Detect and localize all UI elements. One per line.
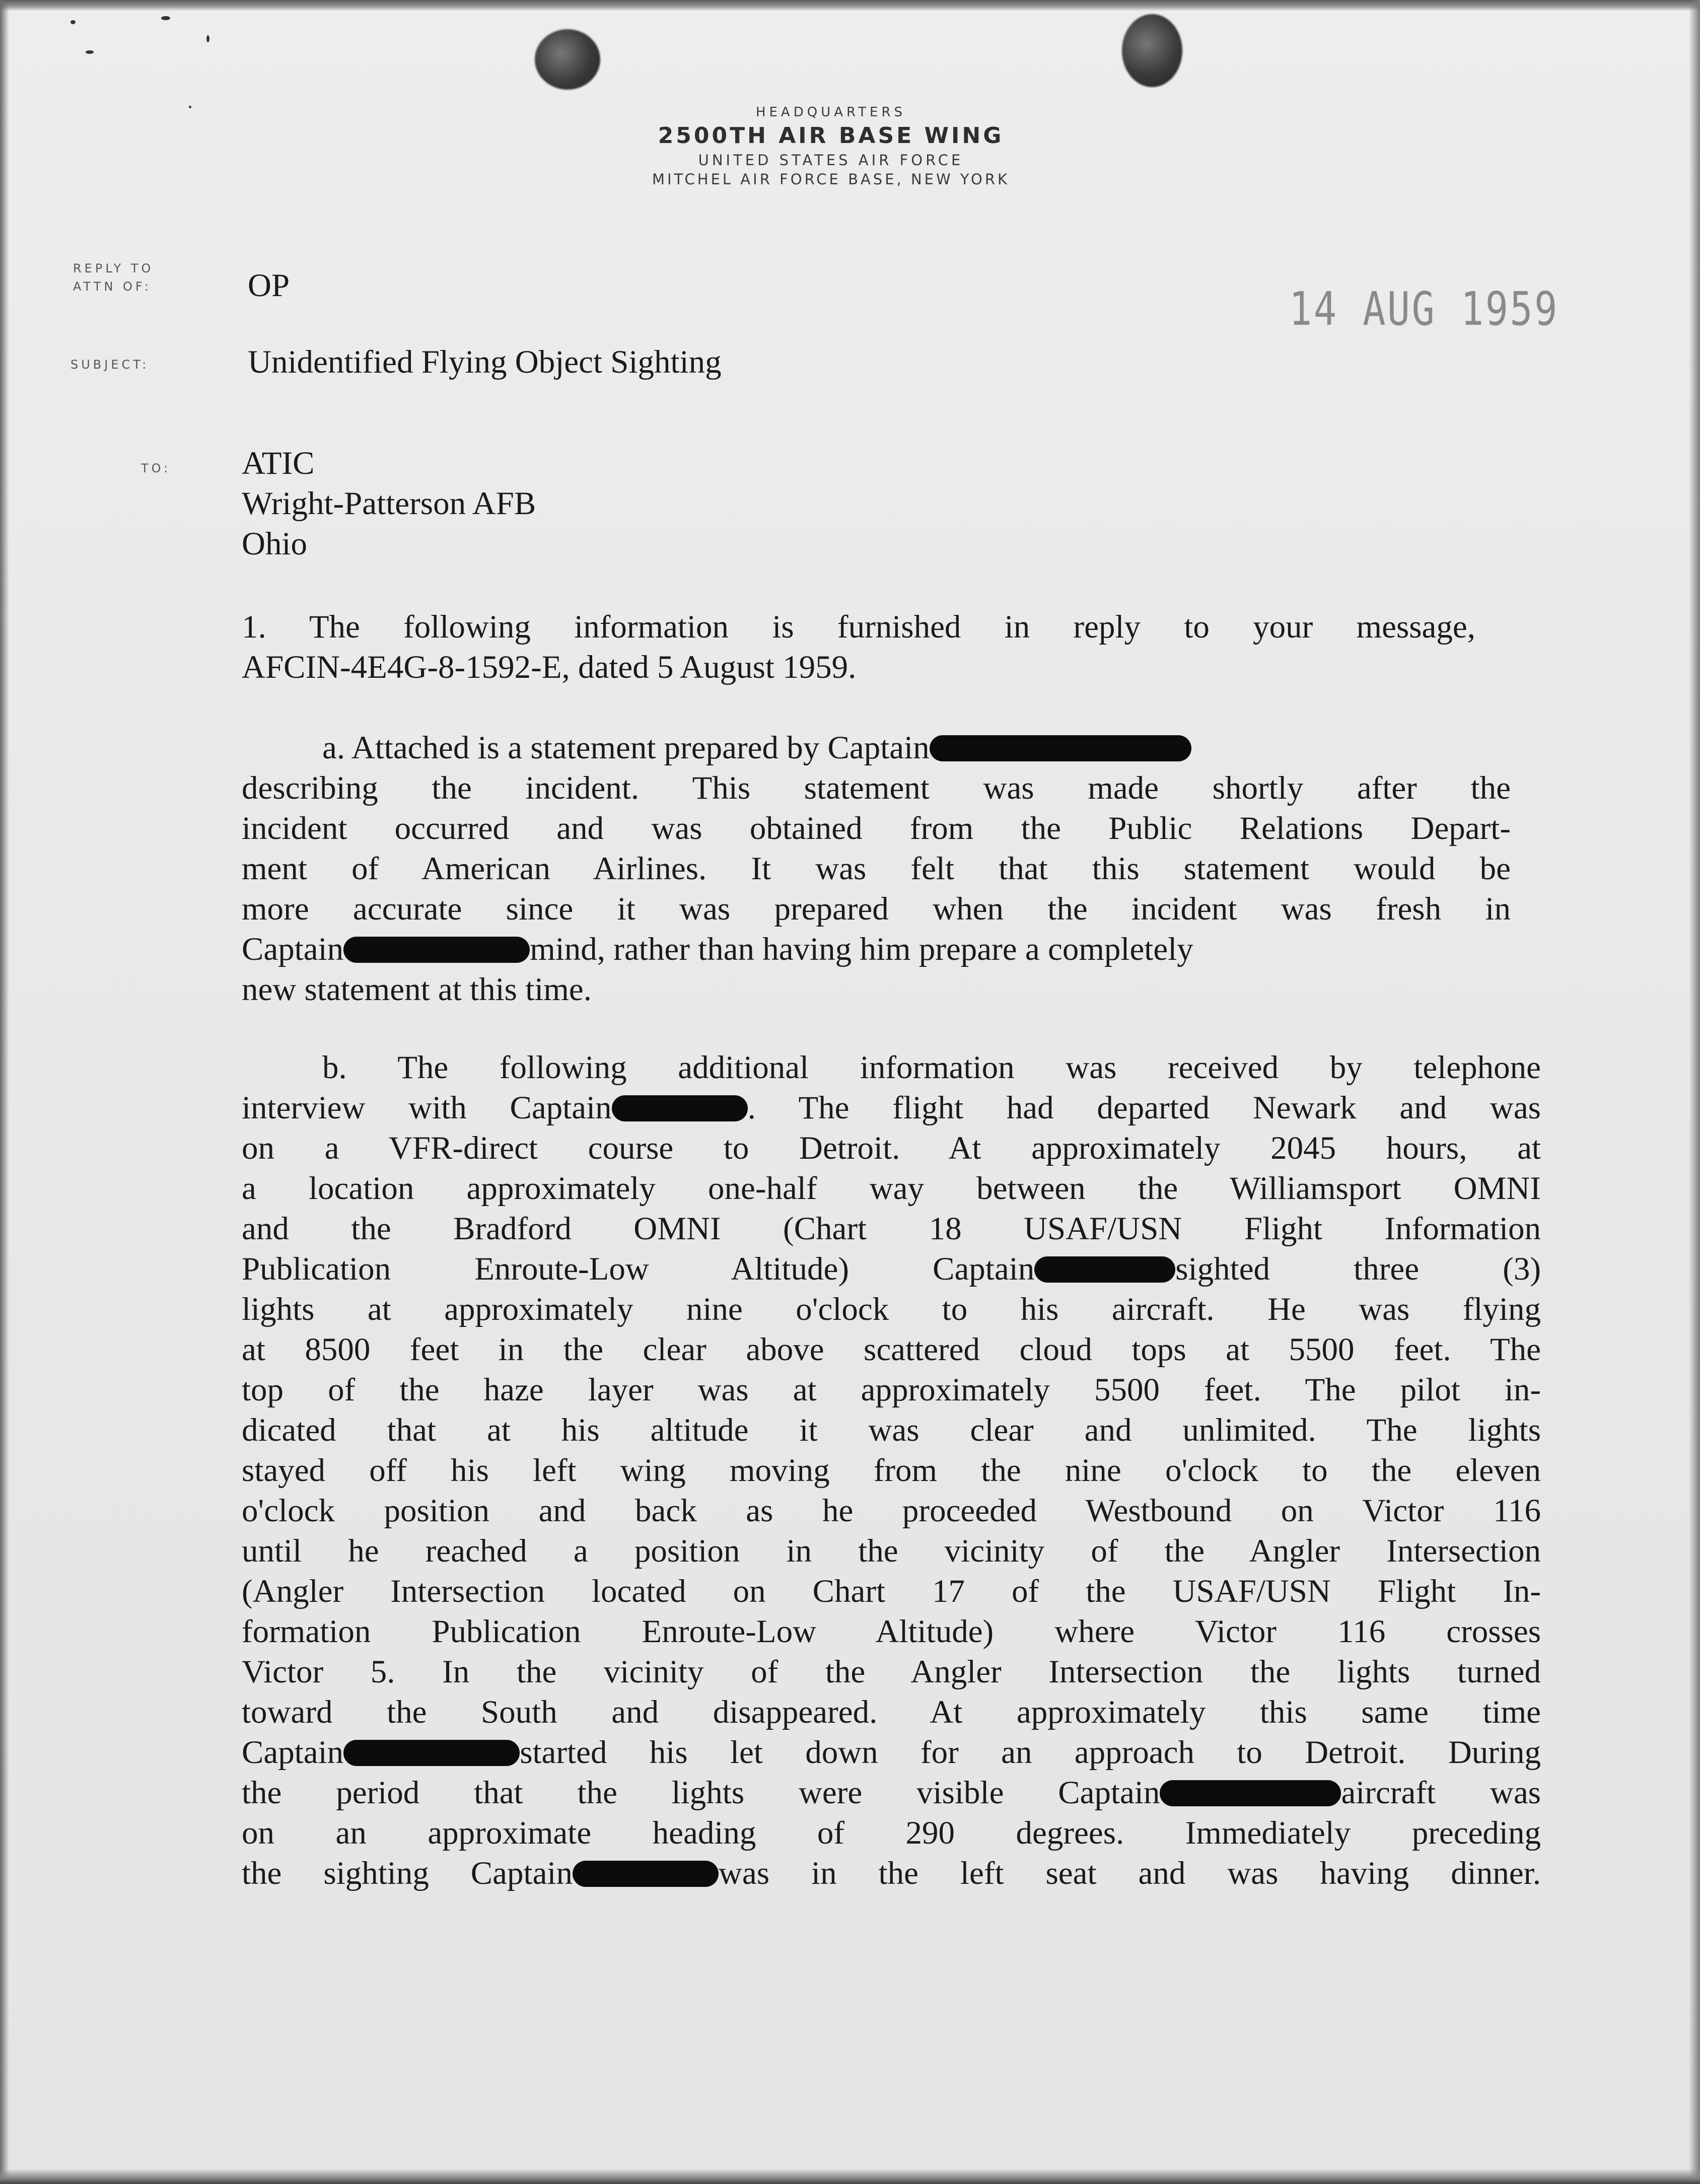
redaction-mark [573,1861,719,1887]
addressee-line: Wright-Patterson AFB [242,485,536,522]
scan-speck [161,16,170,20]
scan-speck [70,20,76,24]
letterhead [579,103,1083,189]
paragraph-a-text: a. Attached is a statement prepared by Captain [322,730,930,766]
paragraph-a-line: new statement at this time. [242,971,592,1008]
paragraph-b-text: . The flight had departed Newark and was [747,1090,1541,1126]
paragraph-b-line: on an approximate heading of 290 degrees. Immediately preceding [242,1815,1541,1851]
paragraph-b-line: (Angler Intersection located on Chart 17 of the USAF/USN Flight In- [242,1573,1541,1609]
paragraph-b-text: Publication Enroute-Low Altitude) Captain [242,1251,1035,1287]
paragraph-a-text: Captain [242,931,344,967]
redaction-mark [1034,1256,1175,1283]
redaction-mark [612,1095,748,1121]
paragraph-b-text: the sighting Captain [242,1855,573,1891]
paragraph-b-line: a location approximately one-half way between the Williamsport OMNI [242,1170,1541,1207]
paragraph-b-line: toward the South and disappeared. At approximately this same time [242,1694,1541,1730]
reply-to-label-line2: ATTN OF: [73,279,152,294]
scan-edge-bottom [0,2169,1700,2184]
paragraph-a [242,728,1511,1010]
paragraph-b-line [242,1249,1541,1289]
redaction-mark [1160,1780,1341,1806]
addressee-line: Ohio [242,526,307,562]
paragraph-b-line: top of the haze layer was at approximately 5500 feet. The pilot in- [242,1372,1541,1408]
paragraph-b-text: sighted three (3) [1175,1251,1541,1287]
paragraph-b-line: and the Bradford OMNI (Chart 18 USAF/USN Flight Information [242,1211,1541,1247]
paragraph-b-line [242,1773,1541,1813]
punch-hole-right [1122,14,1182,87]
scan-speck [189,106,191,108]
subject-label: SUBJECT: [70,358,150,372]
paragraph-b-text: started his let down for an approach to Detroit. During [520,1734,1541,1771]
reply-to-label-line1: REPLY TO [73,261,154,275]
paragraph-b [242,1047,1541,1893]
letterhead-base: MITCHEL AIR FORCE BASE, NEW YORK [652,171,1010,188]
letterhead-headquarters: HEADQUARTERS [755,105,906,120]
redaction-mark [343,937,530,963]
redaction-mark [930,735,1191,761]
scan-edge-left [0,0,9,2184]
paragraph-1 [242,607,1475,687]
paragraph-b-line: dicated that at his altitude it was clear and unlimited. The lights [242,1412,1541,1448]
paragraph-b-line: on a VFR-direct course to Detroit. At approximately 2045 hours, at [242,1130,1541,1166]
scan-edge-right [1689,0,1700,2184]
scan-speck [206,35,209,42]
paragraph-a-line: ment of American Airlines. It was felt that this statement would be [242,851,1511,887]
paragraph-b-line: stayed off his left wing moving from the nine o'clock to the eleven [242,1452,1541,1489]
paragraph-1-line: AFCIN-4E4G-8-1592-E, dated 5 August 1959. [242,649,857,685]
received-date-stamp: 14 AUG 1959 [1289,282,1559,336]
paragraph-b-text: the period that the lights were visible Captain [242,1775,1160,1811]
paragraph-a-line: incident occurred and was obtained from the Public Relations Depart- [242,810,1511,847]
paragraph-b-text: aircraft was [1341,1775,1541,1811]
paragraph-b-line: b. The following additional information was received by telephone [322,1049,1541,1086]
redaction-mark [343,1740,520,1766]
paragraph-b-line: until he reached a position in the vicinity of the Angler Intersection [242,1533,1541,1569]
paragraph-b-line [242,1088,1541,1128]
punch-hole-left [535,29,600,90]
paragraph-a-line: more accurate since it was prepared when the incident was fresh in [242,891,1511,927]
reply-to-label [73,259,154,296]
paragraph-b-text: Captain [242,1734,344,1771]
paragraph-b-line: formation Publication Enroute-Low Altitude) where Victor 116 crosses [242,1613,1541,1650]
paragraph-b-text: was in the left seat and was having dinner. [718,1855,1541,1891]
paragraph-a-text: mind, rather than having him prepare a completely [530,931,1193,967]
paragraph-b-line: Victor 5. In the vicinity of the Angler Intersection the lights turned [242,1654,1541,1690]
addressee [242,443,947,564]
paragraph-1-line: 1. The following information is furnished in reply to your message, [242,609,1475,645]
paragraph-a-line [242,929,1511,969]
addressee-line: ATIC [242,445,315,481]
paragraph-b-line: lights at approximately nine o'clock to his aircraft. He was flying [242,1291,1541,1327]
reply-to-value: OP [248,267,290,304]
subject-value: Unidentified Flying Object Sighting [248,344,722,380]
paragraph-b-text: interview with Captain [242,1090,612,1126]
letterhead-service: UNITED STATES AIR FORCE [698,152,964,169]
paragraph-b-line [242,1853,1541,1893]
paragraph-a-line: describing the incident. This statement was made shortly after the [242,770,1511,806]
to-label: TO: [141,461,171,475]
paragraph-a-line [242,728,1511,768]
scan-edge-top [0,0,1700,11]
paragraph-b-line: at 8500 feet in the clear above scattered cloud tops at 5500 feet. The [242,1331,1541,1368]
paragraph-b-line [242,1732,1541,1773]
scan-speck [86,50,94,54]
letterhead-wing: 2500TH AIR BASE WING [658,123,1004,149]
paragraph-b-line: o'clock position and back as he proceeded Westbound on Victor 116 [242,1493,1541,1529]
